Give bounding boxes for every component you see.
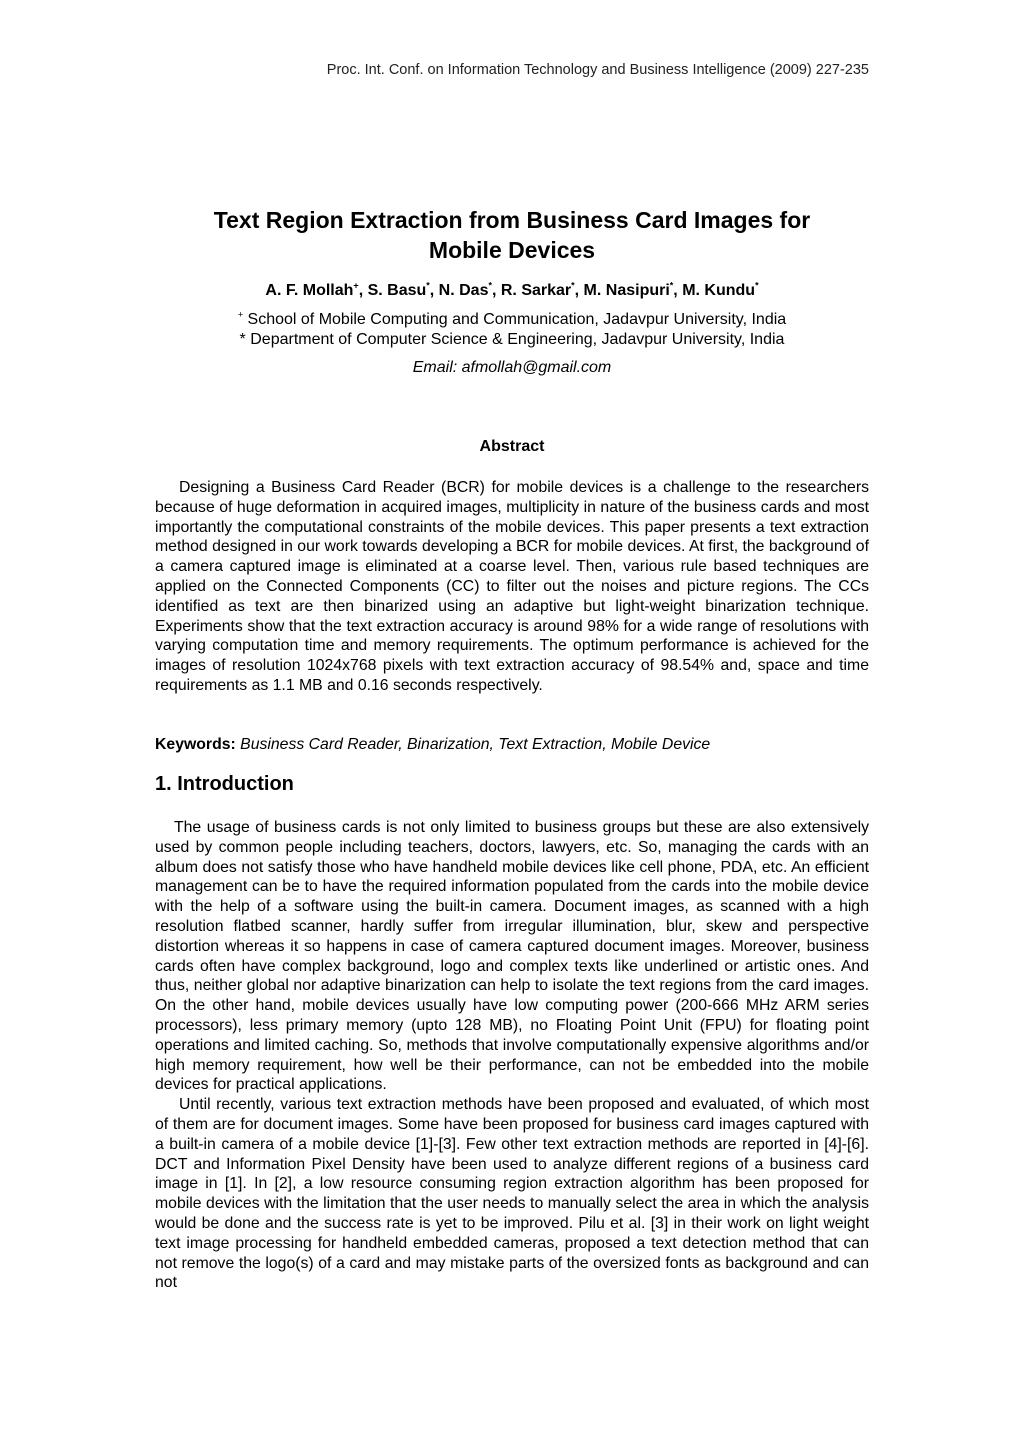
section-heading-introduction: 1. Introduction [155, 773, 294, 795]
title-line-1: Text Region Extraction from Business Card Images for [213, 207, 811, 233]
author: N. Das*, [438, 280, 501, 299]
author-list [155, 282, 869, 300]
affiliations [155, 310, 869, 350]
running-header: Proc. Int. Conf. on Information Technology and Business Intelligence (2009) 227-235 [326, 62, 869, 78]
intro-paragraph-1: The usage of business cards is not only limited to business groups but these are also extensively used by common people including teachers, doctors, lawyers, etc. So, managing the cards with an album does not satisfy those who have handheld mobile devices like cell phone, PDA, etc. An efficient management can be to have the required information populated from the cards into the mobile device with the help of a software using the built-in camera. Document images, as scanned with a high resolution flatbed scanner, hardly suffer from irregular illumination, blur, skew and perspective distortion whereas it so happens in case of camera captured document images. Moreover, business cards often have complex background, logo and complex texts like underlined or artistic ones. And thus, neither global nor adaptive binarization can help to isolate the text regions from the card images. On the other hand, mobile devices usually have low computing power (200-666 MHz ARM series processors), less primary memory (upto 128 MB), no Floating Point Unit (FPU) for floating point operations and limited caching. So, methods that involve computationally expensive algorithms and/or high memory requirement, how well be their performance, can not be embedded into the mobile devices for practical applications. [155, 819, 869, 1094]
abstract-heading: Abstract [479, 438, 545, 455]
keywords-label: Keywords: [155, 736, 236, 753]
keywords [155, 735, 869, 755]
paper-title [155, 205, 869, 265]
introduction-body [155, 818, 869, 1293]
intro-paragraph-2: Until recently, various text extraction methods have been proposed and evaluated, of which most of them are for document images. Some have been proposed for business card images captured with a built-in camera of a mobile device [1]-[3]. Few other text extraction methods are reported in [4]-[6]. DCT and Information Pixel Density have been used to analyze different regions of a business card image in [1]. In [2], a low resource consuming region extraction algorithm has been proposed for mobile devices with the limitation that the user needs to manually select the area in which the analysis would be done and the success rate is yet to be improved. Pilu et al. [3] in their work on light weight text image processing for handheld embedded cameras, proposed a text detection method that can not remove the logo(s) of a card and may mistake parts of the oversized fonts as background and can not [155, 1096, 869, 1292]
author: M. Kundu* [682, 280, 759, 299]
author: R. Sarkar*, [500, 280, 584, 299]
affiliation-1: + School of Mobile Computing and Communication, Jadavpur University, India [237, 309, 787, 328]
affiliation-2: * Department of Computer Science & Engineering, Jadavpur University, India [239, 331, 785, 348]
author: M. Nasipuri*, [583, 280, 683, 299]
keywords-text: Business Card Reader, Binarization, Text Extraction, Mobile Device [240, 736, 711, 753]
author-email: Email: afmollah@gmail.com [412, 359, 612, 376]
author: S. Basu*, [367, 280, 439, 299]
title-line-2: Mobile Devices [428, 237, 596, 263]
author: A. F. Mollah+, [265, 280, 368, 299]
abstract-text: Designing a Business Card Reader (BCR) for mobile devices is a challenge to the researchers because of huge deformation in acquired images, multiplicity in nature of the business cards and most importantly the computational constraints of the mobile devices. This paper presents a text extraction method designed in our work towards developing a BCR for mobile devices. At first, the background of a camera captured image is eliminated at a coarse level. Then, various rule based techniques are applied on the Connected Components (CC) to filter out the noises and picture regions. The CCs identified as text are then binarized using an adaptive but light-weight binarization technique. Experiments show that the text extraction accuracy is around 98% for a wide range of resolutions with varying computation time and memory requirements. The optimum performance is achieved for the images of resolution 1024x768 pixels with text extraction accuracy of 98.54% and, space and time requirements as 1.1 MB and 0.16 seconds respectively. [155, 479, 869, 694]
